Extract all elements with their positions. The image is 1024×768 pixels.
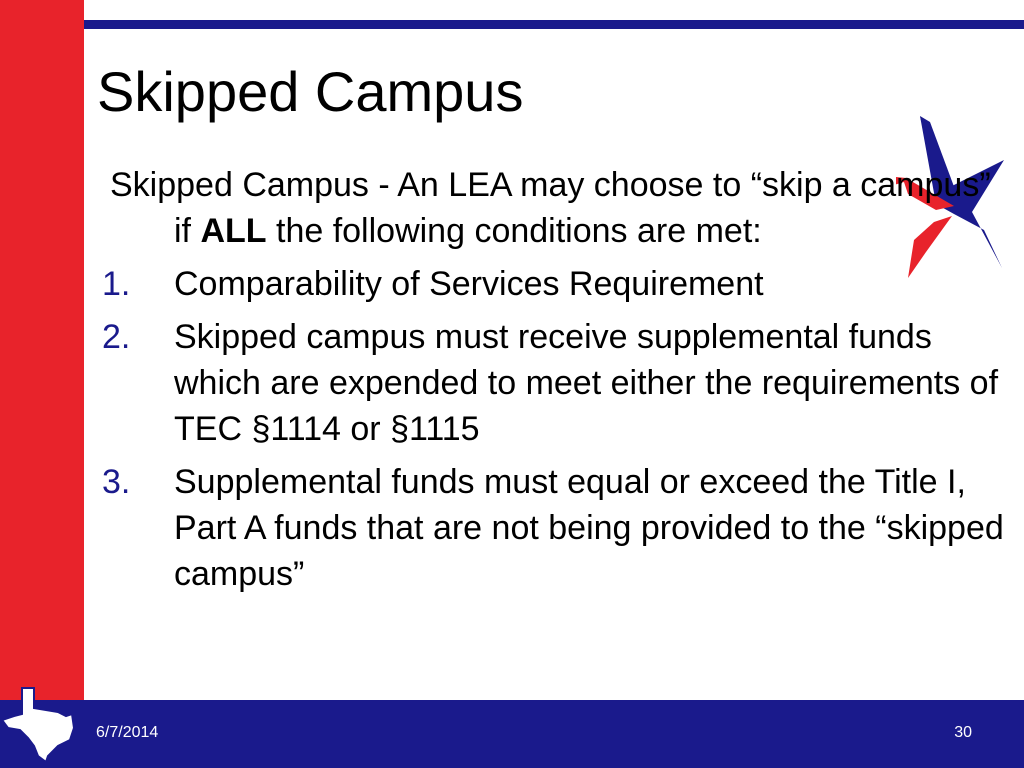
slide-body xyxy=(102,162,1015,604)
intro-text: Skipped Campus - An LEA may choose to “skip a campus” if xyxy=(110,166,991,250)
list-item-text: Supplemental funds must equal or exceed the Title I, Part A funds that are not being provided to the “skipped campus” xyxy=(174,463,1004,593)
intro-paragraph xyxy=(110,162,1015,254)
list-item-text: Skipped campus must receive supplemental funds which are expended to meet either the requirements of TEC §1114 or §1115 xyxy=(174,318,999,448)
texas-outline xyxy=(2,688,74,762)
top-rule xyxy=(84,20,1024,29)
list-item-number: 1. xyxy=(102,265,131,303)
list-item xyxy=(102,314,1015,452)
list-item-text: Comparability of Services Requirement xyxy=(174,265,764,303)
footer-date: 6/7/2014 xyxy=(96,724,159,741)
intro-emphasis: ALL xyxy=(200,212,267,250)
slide-number: 30 xyxy=(954,724,972,741)
texas-map-icon xyxy=(0,684,84,764)
left-accent-bar xyxy=(0,0,84,768)
intro-text-end: the following conditions are met: xyxy=(266,212,762,250)
list-item xyxy=(102,459,1015,597)
list-item xyxy=(102,261,1015,307)
list-item-number: 2. xyxy=(102,318,131,356)
slide-title: Skipped Campus xyxy=(97,60,524,123)
list-item-number: 3. xyxy=(102,463,131,501)
